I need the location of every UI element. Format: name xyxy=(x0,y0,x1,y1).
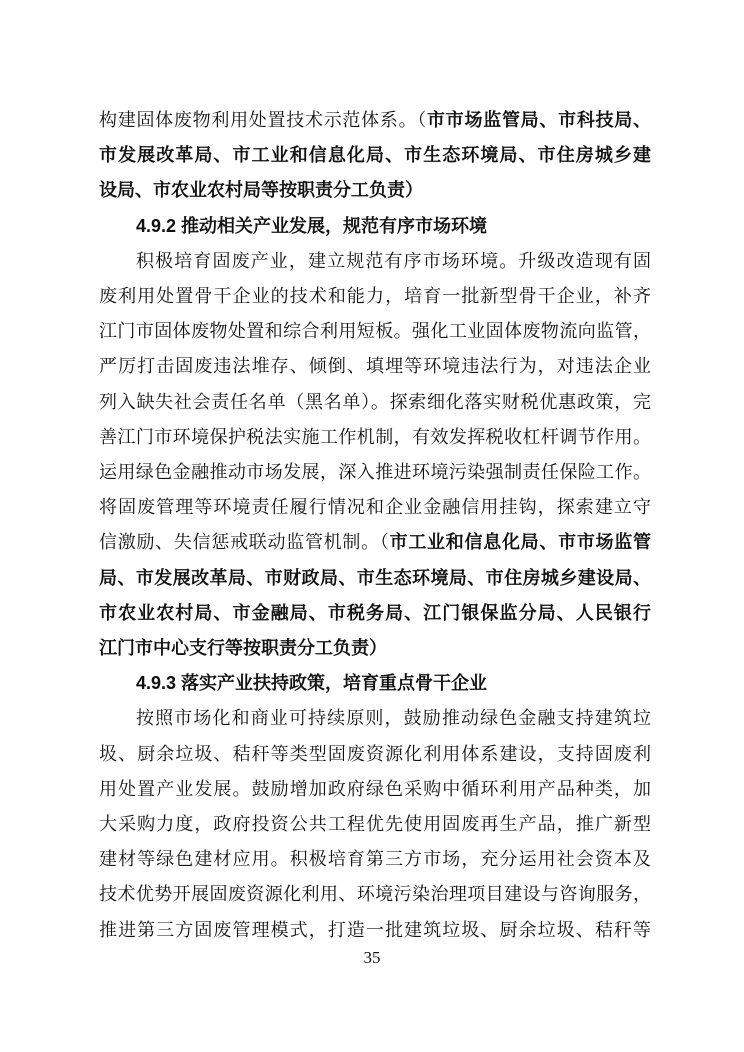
document-body xyxy=(99,103,651,948)
text-segment: 构建固体废物利用处置技术示范体系。（ xyxy=(99,110,428,130)
bold-text-segment: 4.9.3 落实产业扶持政策，培育重点骨干企业 xyxy=(136,673,488,694)
text-segment: 运用绿色金融推动市场发展，深入推进环境污染强制责任保险工作。 xyxy=(99,462,651,483)
text-segment: 建材等绿色建材应用。积极培育第三方市场，充分运用社会资本及 xyxy=(99,849,651,870)
text-line xyxy=(99,913,651,948)
text-segment: 大采购力度，政府投资公共工程优先使用固废再生产品，推广新型 xyxy=(99,814,651,835)
text-line xyxy=(99,138,651,173)
bold-text-segment: 市农业农村局、市金融局、市税务局、江门银保监分局、人民银行 xyxy=(99,602,651,623)
text-line xyxy=(99,737,651,772)
bold-text-segment: 市市场监管局、市科技局、 xyxy=(427,110,652,130)
text-segment: 江门市固体废物处置和综合利用短板。强化工业固体废物流向监管， xyxy=(99,321,651,342)
text-line xyxy=(99,103,651,138)
text-line xyxy=(99,314,651,349)
bold-text-segment: 市发展改革局、市工业和信息化局、市生态环境局、市住房城乡建 xyxy=(99,145,651,166)
text-line xyxy=(99,842,651,877)
text-line xyxy=(99,772,651,807)
text-line xyxy=(99,561,651,596)
text-line xyxy=(99,349,651,384)
text-line xyxy=(99,701,651,736)
text-segment: 积极培育固废产业，建立规范有序市场环境。升级改造现有固 xyxy=(136,250,651,271)
text-line xyxy=(99,385,651,420)
text-line xyxy=(99,631,651,666)
text-line xyxy=(99,279,651,314)
text-segment: 按照市场化和商业可持续原则，鼓励推动绿色金融支持建筑垃 xyxy=(136,708,651,729)
bold-text-segment: 江门市中心支行等按职责分工负责） xyxy=(99,638,387,659)
text-segment: 列入缺失社会责任名单（黑名单）。探索细化落实财税优惠政策，完 xyxy=(99,391,651,412)
section-heading xyxy=(99,209,651,244)
text-line xyxy=(99,877,651,912)
page-number: 35 xyxy=(363,948,381,967)
text-segment: 善江门市环境保护税法实施工作机制，有效发挥税收杠杆调节作用。 xyxy=(99,426,651,447)
text-line xyxy=(99,807,651,842)
bold-text-segment: 局、市发展改革局、市财政局、市生态环境局、市住房城乡建设局、 xyxy=(99,567,651,588)
section-heading xyxy=(99,666,651,701)
bold-text-segment: 4.9.2 推动相关产业发展，规范有序市场环境 xyxy=(136,215,488,236)
text-segment: 推进第三方固废管理模式，打造一批建筑垃圾、厨余垃圾、秸秆等 xyxy=(99,919,651,940)
text-line xyxy=(99,420,651,455)
text-segment: 圾、厨余垃圾、秸秆等类型固废资源化利用体系建设，支持固废利 xyxy=(99,743,651,764)
text-line xyxy=(99,525,651,560)
text-line xyxy=(99,596,651,631)
text-segment: 严厉打击固废违法堆存、倾倒、填埋等环境违法行为，对违法企业 xyxy=(99,356,651,377)
bold-text-segment: 市工业和信息化局、市市场监管 xyxy=(389,532,652,553)
text-segment: 信激励、失信惩戒联动监管机制。（ xyxy=(99,532,390,553)
text-line xyxy=(99,455,651,490)
text-line xyxy=(99,490,651,525)
bold-text-segment: 设局、市农业农村局等按职责分工负责） xyxy=(99,180,423,201)
text-line xyxy=(99,244,651,279)
text-segment: 将固废管理等环境责任履行情况和企业金融信用挂钩，探索建立守 xyxy=(99,497,651,518)
text-segment: 用处置产业发展。鼓励增加政府绿色采购中循环利用产品种类，加 xyxy=(99,778,651,799)
text-line xyxy=(99,173,651,208)
text-segment: 废利用处置骨干企业的技术和能力，培育一批新型骨干企业，补齐 xyxy=(99,286,651,307)
text-segment: 技术优势开展固废资源化利用、环境污染治理项目建设与咨询服务， xyxy=(99,884,651,905)
